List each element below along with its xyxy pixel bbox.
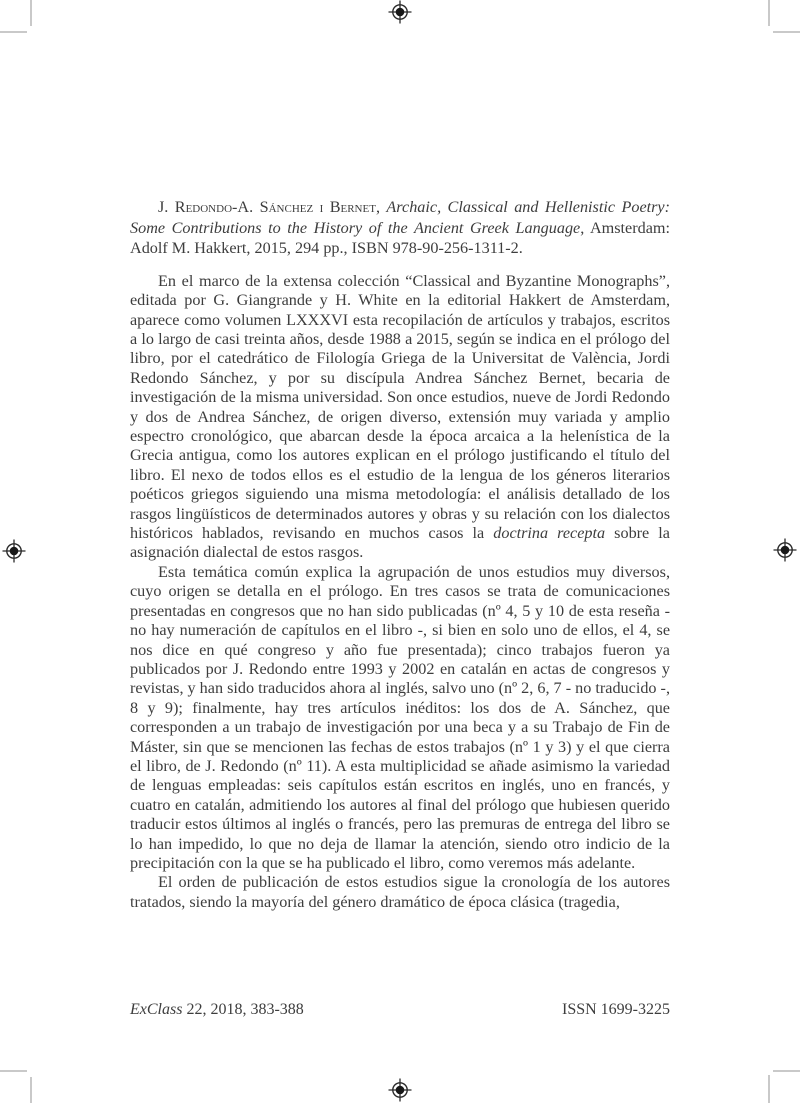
review-paragraph-2: Esta temática común explica la agrupación de unos estudios muy diversos, cuyo origen se detalla en el prólogo. En tres casos se trata de comunicaciones presentadas en congresos que no han sido publicadas (nº 4, 5 y 10 de esta reseña - no hay numeración de capítulos en el libro -, si bien en solo uno de ellos, el 4, se nos dice en qué congreso y año fue presentada); cinco trabajos fueron ya publicados por J. Redondo entre 1993 y 2002 en catalán en actas de congresos y revistas, y han sido traducidos ahora al inglés, salvo uno (nº 2, 6, 7 - no traducido -, 8 y 9); finalmente, hay tres artículos inéditos: los dos de A. Sánchez, que corresponden a un trabajo de investigación por una beca y a su Trabajo de Fin de Máster, sin que se mencionen las fechas de estos trabajos (nº 1 y 3) y el que cierra el libro, de J. Redondo (nº 11). A esta multiplicidad se añade asimismo la variedad de lenguas empleadas: seis capítulos están escritos en inglés, uno en francés, y cuatro en catalán, admitiendo los autores al final del prólogo que hubiesen querido traducir estos últimos al inglés o francés, pero las premuras de entrega del libro se lo han impedido, lo que no deja de llamar la atención, siendo otro indicio de la precipitación con la que se ha publicado el libro, como veremos más adelante. bbox=[130, 562, 670, 872]
crop-mark-icon bbox=[773, 1070, 800, 1072]
citation-author1-name: Redondo bbox=[174, 198, 233, 216]
journal-title: ExClass bbox=[130, 1001, 183, 1018]
journal-citation-rest: 22, 2018, 383-388 bbox=[182, 1001, 304, 1018]
crop-mark-icon bbox=[768, 1075, 770, 1103]
citation-publication-info: , Amsterdam: Adolf M. Hakkert, 2015, 294 pp., ISBN 978-90-256-1311-2. bbox=[130, 218, 670, 258]
review-paragraph-1 bbox=[130, 272, 670, 563]
journal-citation bbox=[130, 1000, 304, 1020]
citation-author2-name: Sánchez i Bernet bbox=[259, 198, 376, 216]
crop-mark-icon bbox=[0, 31, 27, 33]
crop-mark-icon bbox=[768, 0, 770, 26]
book-citation-heading bbox=[130, 197, 670, 259]
registration-mark-icon bbox=[773, 538, 797, 562]
crop-mark-icon bbox=[0, 1070, 27, 1072]
issn-number: ISSN 1699-3225 bbox=[561, 1001, 670, 1018]
citation-author-initial: J. bbox=[158, 198, 175, 216]
citation-book-title: Archaic, Classical and Hellenistic Poetry: Some Contributions to the History of the Ancient Greek Language bbox=[130, 198, 670, 237]
crop-mark-icon bbox=[30, 0, 32, 26]
citation-author-joiner: -A. bbox=[232, 198, 260, 216]
crop-mark-icon bbox=[30, 1077, 32, 1103]
crop-mark-icon bbox=[773, 31, 800, 33]
registration-mark-icon bbox=[388, 0, 412, 24]
paragraph-1-text-a: En el marco de la extensa colección “Classical and Byzantine Monographs”, editada por G. Giangrande y H. White en la editorial Hakkert de Amsterdam, aparece como volumen LXXXVI esta recopilación de artículos y trabajos, escritos a lo largo de casi treinta años, desde 1988 a 2015, según se indica en el prólogo del libro, por el catedrático de Filología Griega de la Universitat de València, Jordi Redondo Sánchez, y por su discípula Andrea Sánchez Bernet, becaria de investigación de la misma universidad. Son once estudios, nueve de Jordi Redondo y dos de Andrea Sánchez, de origen diverso, extensión muy variada y amplio espectro cronológico, que abarcan desde la época arcaica a la helenística de la Grecia antigua, como los autores explican en el prólogo justificando el título del libro. El nexo de todos ellos es el estudio de la lengua de los géneros literarios poéticos griegos siguiendo una misma metodología: el análisis detallado de los rasgos lingüísticos de determinados autores y obras y su relación con los dialectos históricos hablados, revisando en muchos casos la bbox=[130, 271, 670, 543]
review-paragraph-3: El orden de publicación de estos estudios sigue la cronología de los autores tratados, siendo la mayoría del género dramático de época clásica (tragedia, bbox=[130, 873, 670, 911]
review-text-block bbox=[130, 197, 670, 912]
registration-mark-icon bbox=[388, 1078, 412, 1102]
citation-separator: , bbox=[375, 198, 387, 216]
paragraph-1-text-b: sobre la asignación dialectal de estos rasgos. bbox=[130, 524, 670, 562]
page-footer bbox=[130, 1000, 670, 1020]
paragraph-1-latin-phrase: doctrina recepta bbox=[493, 524, 606, 543]
registration-mark-icon bbox=[2, 539, 26, 563]
